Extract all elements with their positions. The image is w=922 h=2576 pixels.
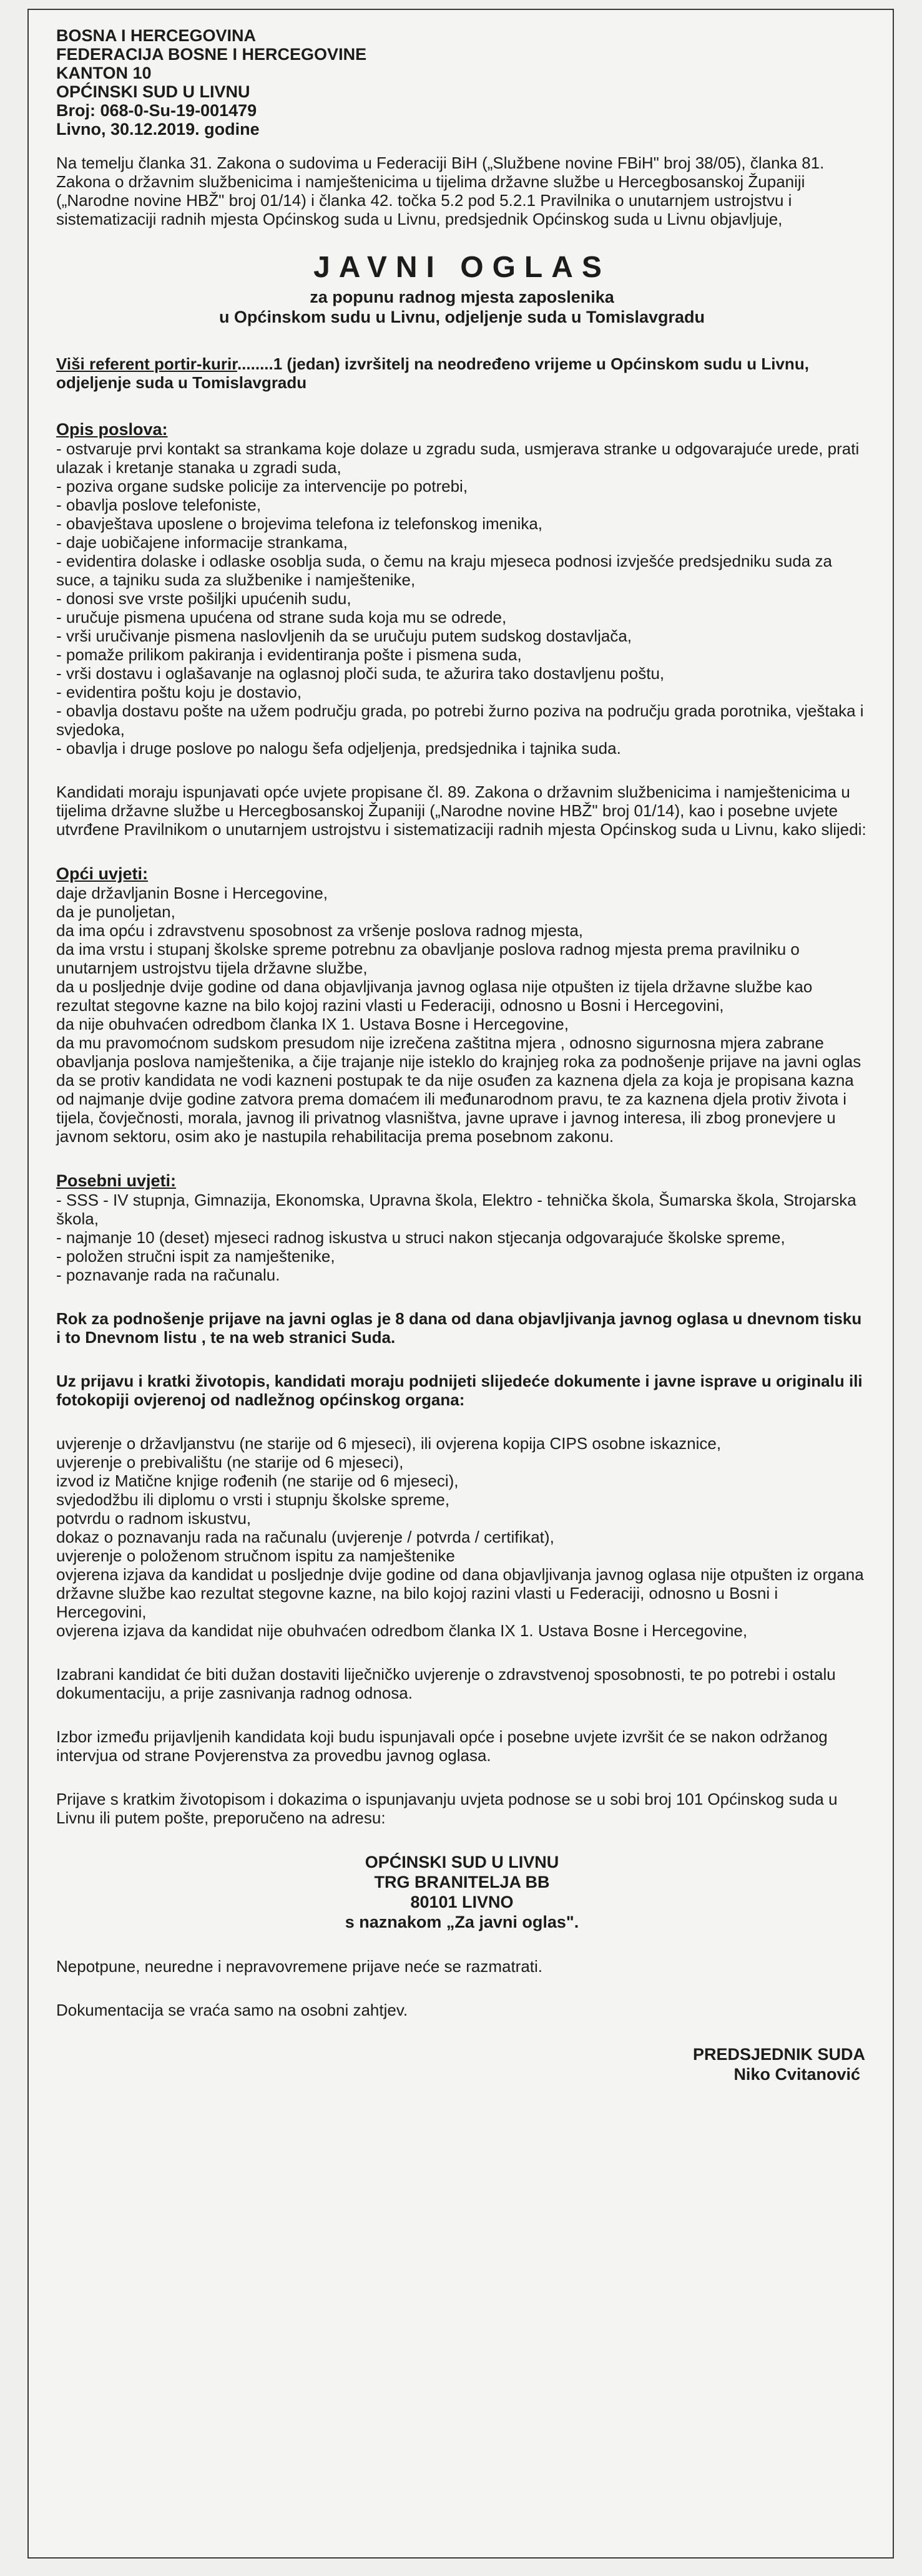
list-item: - vrši dostavu i oglašavanje na oglasnoj ploči suda, te ažurira tako dostavljenu poštu, <box>56 664 665 683</box>
position-description <box>56 354 868 392</box>
list-item: - obavlja i druge poslove po nalogu šefa odjeljenja, predsjednika i tajnika suda. <box>56 739 621 758</box>
list-item: da se protiv kandidata ne vodi kazneni postupak te da nije osuđen za kaznena djela za koja je propisana kazna od najmanje dvije godine zatvora prema domaćem ili međunarodnom pravu, te za kaznena djela protiv života i tijela, čovječnosti, morala, javnog ili privatnog vlasništva, javne uprave i javnog interesa, ili zbog pronevjere u javnom sektoru, osim ako je nastupila rehabilitacija prema posebnom zakonu. <box>56 1071 854 1146</box>
list-item: uvjerenje o prebivalištu (ne starije od 6 mjeseci), <box>56 1453 404 1471</box>
posebni-heading: Posebni uvjeti: <box>56 1171 177 1190</box>
list-item: izvod iz Matične knjige rođenih (ne starije od 6 mjeseci), <box>56 1471 459 1490</box>
header-line: Livno, 30.12.2019. godine <box>56 120 260 139</box>
uz-prijavu-paragraph: Uz prijavu i kratki životopis, kandidati moraju podnijeti slijedeće dokumente i javne isprave u originalu ili fotokopiji ovjerenoj od nadležnog općinskog organa: <box>56 1372 863 1409</box>
address-line: 80101 LIVNO <box>410 1893 514 1911</box>
header-line: BOSNA I HERCEGOVINA <box>56 26 257 45</box>
list-item: uvjerenje o položenom stručnom ispitu za namještenike <box>56 1546 455 1565</box>
list-item: - evidentira dolaske i odlaske osoblja suda, o čemu na kraju mjeseca podnosi izvješće predsjedniku suda za suce, a tajniku suda za službenike i namještenike, <box>56 552 832 589</box>
signature-name: Niko Cvitanović <box>733 2065 860 2084</box>
list-item: ovjerena izjava da kandidat nije obuhvaćen odredbom članka IX 1. Ustava Bosne i Hercegovine, <box>56 1621 748 1640</box>
rok-paragraph: Rok za podnošenje prijave na javni oglas je 8 dana od dana objavljivanja javnog oglasa u dnevnom tisku i to Dnevnom listu , te na web stranici Suda. <box>56 1309 862 1347</box>
list-item: potvrdu o radnom iskustvu, <box>56 1509 252 1528</box>
list-item: - uručuje pismena upućena od strane suda koja mu se odrede, <box>56 608 507 627</box>
prijave-paragraph: Prijave s kratkim životopisom i dokazima o ispunjavanju uvjeta podnose se u sobi broj 101 Općinskog suda u Livnu ili putem pošte, preporučeno na adresu: <box>56 1790 838 1827</box>
list-item: - ostvaruje prvi kontakt sa strankama koje dolaze u zgradu suda, usmjerava stranke u odgovarajuće urede, prati ulazak i kretanje stanaka u zgradi suda, <box>56 439 860 477</box>
list-item: svjedodžbu ili diplomu o vrsti i stupnju školske spreme, <box>56 1490 450 1509</box>
posebni-list <box>56 1191 868 1284</box>
list-item: - poziva organe sudske policije za intervencije po potrebi, <box>56 477 468 495</box>
court-header <box>56 26 868 139</box>
list-item: da ima vrstu i stupanj školske spreme potrebnu za obavljanje poslova radnog mjesta prema pravilniku o unutarnjem ustrojstvu tijela državne službe, <box>56 940 800 977</box>
header-line: OPĆINSKI SUD U LIVNU <box>56 82 250 101</box>
list-item: da je punoljetan, <box>56 902 175 921</box>
list-item: - obavještava uposlene o brojevima telefona iz telefonskog imenika, <box>56 514 543 533</box>
notice-title: JAVNI OGLAS <box>313 251 611 284</box>
subtitle-line: za popunu radnog mjesta zaposlenika <box>310 288 614 306</box>
address-line: TRG BRANITELJA BB <box>374 1873 550 1891</box>
header-line: Broj: 068-0-Su-19-001479 <box>56 101 257 120</box>
notice-subtitle <box>56 287 868 327</box>
opis-heading: Opis poslova: <box>56 420 168 439</box>
list-item: uvjerenje o državljanstvu (ne starije od 6 mjeseci), ili ovjerena kopija CIPS osobne iskaznice, <box>56 1434 722 1453</box>
signature-block <box>56 2044 868 2084</box>
list-item: dokaz o poznavanju rada na računalu (uvjerenje / potvrda / certifikat), <box>56 1528 554 1546</box>
list-item: - položen stručni ispit za namještenike, <box>56 1247 335 1266</box>
address-line: OPĆINSKI SUD U LIVNU <box>365 1853 559 1871</box>
notice-content <box>56 26 868 2557</box>
list-item: da mu pravomoćnom sudskom presudom nije izrečena zaštitna mjera , odnosno sigurnosna mjera zabrane obavljanja poslova namještenika, a čije trajanje nije isteklo do krajnjeg roka za podnošenje prijave na javni oglas <box>56 1033 861 1071</box>
header-line: KANTON 10 <box>56 64 152 82</box>
izbor-paragraph: Izbor između prijavljenih kandidata koji budu ispunjavali opće i posebne uvjete izvršit će se nakon održanog intervjua od strane Povjerenstva za provedbu javnog oglasa. <box>56 1727 828 1765</box>
list-item: - evidentira poštu koju je dostavio, <box>56 683 302 701</box>
dokumentacija-paragraph: Dokumentacija se vraća samo na osobni zahtjev. <box>56 2001 408 2019</box>
list-item: da nije obuhvaćen odredbom članka IX 1. Ustava Bosne i Hercegovine, <box>56 1015 569 1033</box>
opci-heading: Opći uvjeti: <box>56 864 149 883</box>
list-item: - daje uobičajene informacije strankama, <box>56 533 348 552</box>
list-item: ovjerena izjava da kandidat u posljednje dvije godine od dana objavljivanja javnog oglasa nije otpušten iz organa državne službe kao rezultat stegovne kazne, na bilo kojoj razini vlasti u Federaciji, odnosno u Bosni i Hercegovini, <box>56 1565 864 1621</box>
newspaper-notice <box>27 9 894 2559</box>
list-item: - najmanje 10 (deset) mjeseci radnog iskustva u struci nakon stjecanja odgovarajuće školske spreme, <box>56 1228 785 1247</box>
list-item: da u posljednje dvije godine od dana objavljivanja javnog oglasa nije otpušten iz tijela državne službe kao rezultat stegovne kazne na bilo kojoj razini vlasti u Federaciji, odnosno u Bosni i Hercegovini, <box>56 977 813 1015</box>
list-item: - obavlja poslove telefoniste, <box>56 495 262 514</box>
list-item: - pomaže prilikom pakiranja i evidentiranja pošte i pismena suda, <box>56 645 522 664</box>
opci-list <box>56 884 868 1146</box>
list-item: - poznavanje rada na računalu. <box>56 1266 280 1284</box>
izabrani-paragraph: Izabrani kandidat će biti dužan dostaviti liječničko uvjerenje o zdravstvenoj sposobnosti, te po potrebi i ostalu dokumentaciju, a prije zasnivanja radnog odnosa. <box>56 1665 836 1702</box>
opis-list <box>56 439 868 758</box>
position-details: ........1 (jedan) izvršitelj na neodređeno vrijeme u Općinskom sudu u Livnu, odjeljenje suda u Tomislavgradu <box>56 354 809 392</box>
list-item: - SSS - IV stupnja, Gimnazija, Ekonomska, Upravna škola, Elektro - tehnička škola, Šumarska škola, Strojarska škola, <box>56 1191 856 1228</box>
signature-role: PREDSJEDNIK SUDA <box>692 2045 865 2064</box>
subtitle-line: u Općinskom sudu u Livnu, odjeljenje suda u Tomislavgradu <box>218 308 705 326</box>
list-item: da ima opću i zdravstvenu sposobnost za vršenje poslova radnog mjesta, <box>56 921 584 940</box>
kandidati-paragraph: Kandidati moraju ispunjavati opće uvjete propisane čl. 89. Zakona o državnim službenicima i namještenicima u tijelima državne službe u Hercegbosanskoj Županiji („Narodne novine HBŽ" broj 01/14), kao i posebne uvjete utvrđene Pravilnikom o unutarnjem ustrojstvu i sistematizaciji radnih mjesta Općinskog suda u Livnu, kako slijedi: <box>56 783 866 839</box>
dokumenti-list <box>56 1434 868 1640</box>
list-item: - vrši uručivanje pismena naslovljenih da se uručuju putem sudskog dostavljača, <box>56 627 632 645</box>
nepotpune-paragraph: Nepotpune, neuredne i nepravovremene prijave neće se razmatrati. <box>56 1957 543 1976</box>
address-line: s naznakom „Za javni oglas". <box>345 1913 579 1931</box>
header-line: FEDERACIJA BOSNE I HERCEGOVINE <box>56 45 367 64</box>
list-item: daje državljanin Bosne i Hercegovine, <box>56 884 328 902</box>
intro-paragraph: Na temelju članka 31. Zakona o sudovima u Federaciji BiH („Službene novine FBiH" broj 38/05), članka 81. Zakona o državnim službenicima i namještenicima u tijelima državne službe u Hercegbosanskoj Županiji („Narodne novine HBŽ" broj 01/14) i članka 42. točka 5.2 pod 5.2.1 Pravilnika o unutarnjem ustrojstvu i sistematizaciji radnih mjesta Općinskog suda u Livnu, predsjednik Općinskog suda u Livnu objavljuje, <box>56 154 825 228</box>
list-item: - obavlja dostavu pošte na užem području grada, po potrebi žurno poziva na području grada porotnika, vještaka i svjedoka, <box>56 701 864 739</box>
position-name: Viši referent portir-kurir <box>56 354 237 373</box>
list-item: - donosi sve vrste pošiljki upućenih sudu, <box>56 589 351 608</box>
address-block <box>56 1852 868 1932</box>
